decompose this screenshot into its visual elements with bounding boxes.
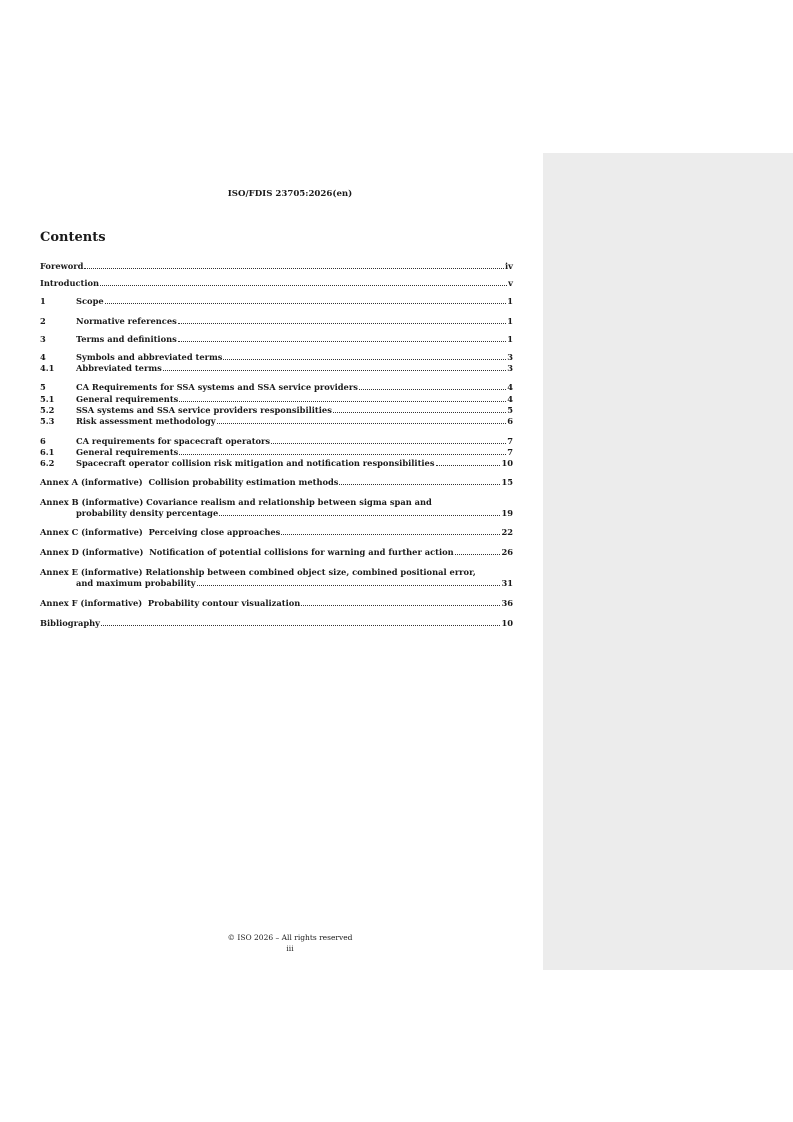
- toc-title: CA requirements for spacecraft operators: [76, 436, 271, 446]
- page-footer: [40, 932, 540, 954]
- toc-title: probability density percentage: [76, 508, 219, 518]
- toc-entry-risk-assessment[interactable]: [40, 416, 513, 427]
- toc-entry-annex-b-cont[interactable]: [40, 508, 513, 519]
- toc-page: 1: [507, 334, 513, 344]
- toc-title: Foreword: [40, 261, 84, 271]
- toc-title: Terms and definitions: [76, 334, 177, 344]
- copyright-notice: © ISO 2026 – All rights reserved: [227, 933, 353, 942]
- toc-title: and maximum probability: [76, 578, 196, 588]
- toc-page: 7: [507, 447, 513, 457]
- toc-title: Symbols and abbreviated terms: [76, 352, 223, 362]
- toc-page: 5: [507, 405, 513, 415]
- toc-entry-foreword[interactable]: [40, 261, 513, 272]
- toc-number: 5.1: [40, 394, 55, 404]
- toc-page: 4: [507, 394, 513, 404]
- toc-number: 1: [40, 296, 46, 306]
- toc-page: 6: [507, 416, 513, 426]
- toc-title: CA Requirements for SSA systems and SSA service providers: [76, 382, 358, 392]
- toc-number: 2: [40, 316, 46, 326]
- toc-page: 10: [501, 458, 513, 468]
- toc-title: Bibliography: [40, 618, 101, 628]
- toc-entry-ssa-responsibilities[interactable]: [40, 405, 513, 416]
- toc-number: 3: [40, 334, 46, 344]
- toc-page: 31: [501, 578, 513, 588]
- toc-entry-abbreviated-terms[interactable]: [40, 363, 513, 374]
- toc-title: Scope: [76, 296, 104, 306]
- toc-page: 7: [507, 436, 513, 446]
- toc-entry-annex-c[interactable]: [40, 527, 513, 538]
- toc-entry-bibliography[interactable]: [40, 618, 513, 629]
- toc-page: iv: [505, 261, 513, 271]
- toc-entry-collision-risk-mitigation[interactable]: [40, 458, 513, 469]
- contents-title: Contents: [40, 230, 106, 245]
- toc-entry-symbols[interactable]: [40, 352, 513, 363]
- toc-title: General requirements: [76, 447, 179, 457]
- toc-page: 22: [501, 527, 513, 537]
- toc-number: 5.3: [40, 416, 55, 426]
- toc-number: 6.1: [40, 447, 55, 457]
- toc-page: 1: [507, 316, 513, 326]
- toc-page: 36: [501, 598, 513, 608]
- toc-page: 19: [501, 508, 513, 518]
- toc-page: 26: [501, 547, 513, 557]
- toc-entry-annex-a[interactable]: [40, 477, 513, 488]
- toc-number: 6.2: [40, 458, 55, 468]
- toc-entry-annex-e-cont[interactable]: [40, 578, 513, 589]
- toc-number: 5: [40, 382, 46, 392]
- toc-number: 6: [40, 436, 46, 446]
- toc-number: 4.1: [40, 363, 55, 373]
- toc-page: 1: [507, 296, 513, 306]
- toc-title: Spacecraft operator collision risk mitigation and notification responsibilities: [76, 458, 435, 468]
- toc-entry-scope[interactable]: [40, 296, 513, 307]
- toc-title: Annex C (informative) Perceiving close approaches: [40, 527, 281, 537]
- toc-entry-normative-references[interactable]: [40, 316, 513, 327]
- toc-title: General requirements: [76, 394, 179, 404]
- toc-entry-annex-f[interactable]: [40, 598, 513, 609]
- toc-number: 4: [40, 352, 46, 362]
- toc-title: Introduction: [40, 278, 100, 288]
- toc-title: Risk assessment methodology: [76, 416, 216, 426]
- toc-page: 3: [507, 363, 513, 373]
- toc-page: 10: [501, 618, 513, 628]
- toc-entry-general-requirements[interactable]: [40, 394, 513, 405]
- toc-title: Annex F (informative) Probability contour visualization: [40, 598, 301, 608]
- toc-title: Normative references: [76, 316, 177, 326]
- toc-page: 3: [507, 352, 513, 362]
- document-code: ISO/FDIS 23705:2026(en): [227, 189, 353, 199]
- toc-entry-ca-requirements-spacecraft[interactable]: [40, 436, 513, 447]
- toc-title: Abbreviated terms: [76, 363, 162, 373]
- toc-page: 15: [501, 477, 513, 487]
- toc-entry-annex-e[interactable]: Annex E (informative) Relationship between combined object size, combined positional error,: [40, 567, 476, 577]
- toc-entry-general-requirements-6[interactable]: [40, 447, 513, 458]
- page-number: iii: [286, 944, 294, 953]
- comment-pane: [543, 153, 793, 970]
- toc-title: Annex A (informative) Collision probability estimation methods: [40, 477, 339, 487]
- toc-entry-annex-d[interactable]: [40, 547, 513, 558]
- toc-entry-ca-requirements-ssa[interactable]: [40, 382, 513, 393]
- toc-entry-annex-b[interactable]: Annex B (informative) Covariance realism and relationship between sigma span and: [40, 497, 432, 507]
- toc-title: SSA systems and SSA service providers responsibilities: [76, 405, 332, 415]
- toc-page: 4: [507, 382, 513, 392]
- toc-page: v: [508, 278, 513, 288]
- toc-entry-terms-and-definitions[interactable]: [40, 334, 513, 345]
- toc-entry-introduction[interactable]: [40, 278, 513, 289]
- toc-number: 5.2: [40, 405, 55, 415]
- toc-title: Annex D (informative) Notification of potential collisions for warning and further action: [40, 547, 454, 557]
